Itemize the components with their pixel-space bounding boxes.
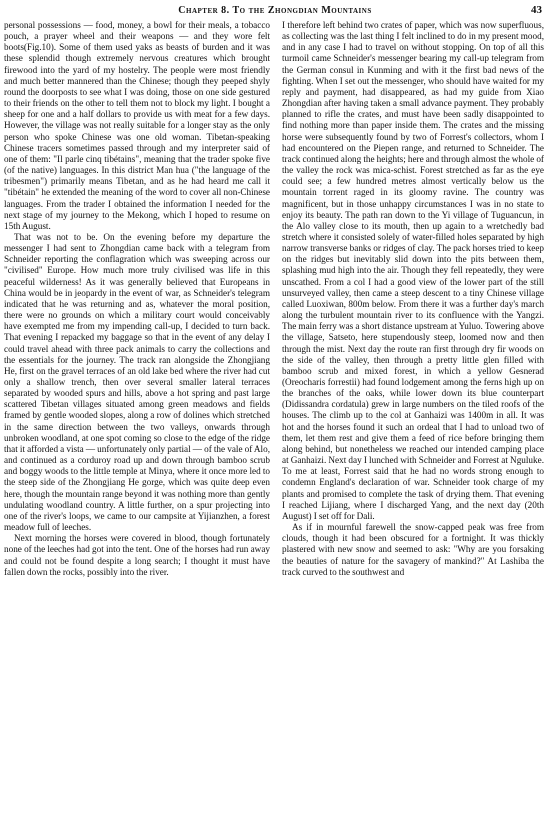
page-number: 43 xyxy=(531,4,542,16)
paragraph: Next morning the horses were covered in blood, though fortunately none of the leeches had got into the tent. One of the horses had run away and could not be found despite a long search; I thought it must have fallen down the rocks, possibly into the river. xyxy=(4,533,270,577)
paragraph: I therefore left behind two crates of paper, which was now superfluous, as collecting was the last thing I felt inclined to do in my present mood, and in any case I had to travel on without stopping. On top of all this turmoil came Schneider's messenger bearing my call-up telegram from the German consul in Kunming and with it the first bad news of the fighting. When I set out the messenger, who should have waited for my reply and payment, had disappeared, as had my guide from Xiao Zhongdian after having taken a small advance payment. They probably planned to rifle the crates, and must have been sadly disappointed to find nothing more than paper inside them. The crates and the missing horse were subsequently found by two of Forrest's collectors, whom I had encountered on the Piepen range, and returned to Schneider. The track continued along the heights; here and through almost the whole of the valley the rock was mica-schist. Forest stretched as far as the eye could see; a few hundred metres almost vertically below us the mountain torrent raged in its gloomy ravine. The country was magnificent, but in those unhappy circumstances I was in no state to enjoy its beauty. The path ran down to the Yi village of Tuguancun, in the Alo valley close to its mouth, then up again to a wretchedly bad stretch where it consisted solely of water-filled holes separated by high narrow transverse banks or ridges of clay. The pack horses tried to keep on the ridges but inevitably slid down into the pits between them, splashing mud high into the air. Though they fell repeatedly, they were unscathed. From a col I had a good view of the lower part of the still unsurveyed valley, then came a steep descent to a tiny Chinese village called Luoxiwan, 800m below. From there it was a further day's march along the turbulent mountain river to its confluence with the Yangzi. The main ferry was a short distance upstream at Yuluo. Towering above the village, Satseto, here stupendously steep, loomed now and then through the mist. Next day the route ran first through dry fir woods on the side of the valley, then through a pretty little glen filled with bamboo scrub and mixed forest, in which a yellow Gesnerad (Oreocharis forrestii) had found lodgement among the ferns high up on the branches of the oaks, while lower down its blue counterpart (Didissandra cordatula) grew in large numbers on the tiled roofs of the houses. The climb up to the col at Ganhaizi was 1400m in all. It was hot and the horses found it such an ordeal that I had to unload two of them, let them rest and give them a feed of rice before bringing them along behind, but nonetheless we reached our intended camping place at Ganhaizi. Next day I lunched with Schneider and Forrest at Nguluke. To me at least, Forrest said that he had no words strong enough to condemn England's declaration of war. Schneider took charge of my plants and promised to complete the task of drying them. That evening I reached Lijiang, where I discharged Yang, and the next day (20th August) I set off for Dali. xyxy=(282,20,544,521)
left-column xyxy=(4,20,270,578)
paragraph: personal possessions — food, money, a bowl for their meals, a tobacco pouch, a prayer wheel and their weapons — and they wore felt boots(Fig.10). Some of them used yaks as beasts of burden and it was these splendid though extremely nervous creatures which brought firewood into the yard of my hostelry. The people were most friendly and much better mannered than the Chinese; though they peeped shyly round the doorposts to see what I was doing, those on one side gestured to their friends on the other to tell them not to block my light. I bought a sheep for one and a half dollars to provide us with meat for a few days. However, the village was not really suitable for a longer stay as the only person who spoke Chinese was one old woman. Tibetan-speaking Chinese tracers sometimes passed through and my interpreter said of one of them: "Il parle cinq tibétains", meaning that the trader spoke five (of the native) languages. In this district Man hua ("the language of the tribesmen") primarily means Tibetan, and as he had heard me call it "tibétain" he extended the meaning of the word to cover all non-Chinese languages. From the trader I obtained the information I needed for the next stage of my journey to the Mekong, which I hoped to resume on 15th August. xyxy=(4,20,270,231)
paragraph: As if in mournful farewell the snow-capped peak was free from clouds, though it had been obscured for a fortnight. It was thickly plastered with new snow and seemed to ask: "Why are you forsaking the beauties of nature for the savagery of mankind?" At Lashiba the track curved to the southwest and xyxy=(282,522,544,577)
paragraph: That was not to be. On the evening before my departure the messenger I had sent to Zhongdian came back with a telegram from Schneider reporting the conflagration which was sweeping across our "civilised" Europe. How much more truly civilised was life in this peaceful wilderness! As it was generally believed that Europeans in China would be in jeopardy in the event of war, as Schneider's telegram indicated that he was returning and as, whatever the moral position, there were no grounds on which a military court would conceivably have exempted me from my impending call-up, I decided to turn back. That evening I repacked my baggage so that in the event of any delay I could travel ahead with three pack animals to carry the collections and the essentials for the journey. The track ran alongside the Zhongjiang He, first on the gravel terraces of an old lake bed where the river had cut only a shallow trench, then over several smaller lateral terraces separated by wooded spurs and hills, above a hot spring and past large scattered Tibetan villages situated among green meadows and fields framed by gentle wooded slopes, along a row of dolines which stretched in the same direction between the two valleys, onwards through unbroken woodland, at one spot coming so close to the edge of the ridge that it afforded a vista — unfortunately only partial — of the vale of Alo, and continued as a corduroy road up and down through bamboo scrub and boggy woods to the little temple at Minya, where it once more led to the steep side of the Zhongjiang He gorge, which was quite deep even here, though the mountain range beyond it was nothing more than gently undulating woodland country. A little further, on a spur projecting into one of the river's loops, we came to our campsite at Yijianzhen, a forest meadow full of leeches. xyxy=(4,231,270,533)
chapter-title: Chapter 8. To the Zhongdian Mountains xyxy=(178,5,372,16)
running-header xyxy=(8,5,542,19)
right-column xyxy=(282,20,544,578)
